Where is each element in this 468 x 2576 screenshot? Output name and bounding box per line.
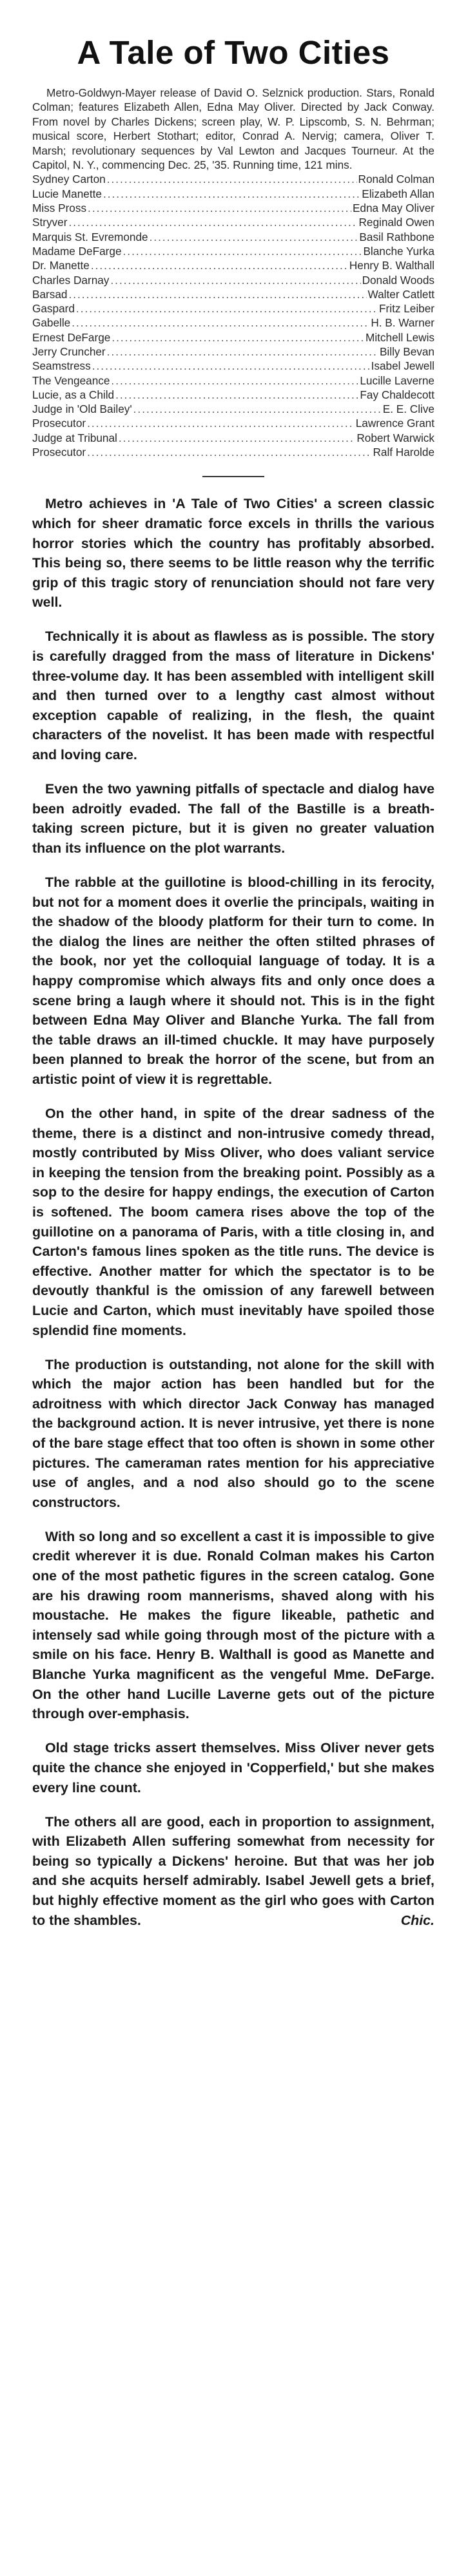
dot-leader bbox=[107, 172, 357, 186]
dot-leader bbox=[133, 402, 382, 416]
cast-role: Ernest DeFarge bbox=[32, 330, 111, 344]
review-paragraph bbox=[32, 1355, 434, 1513]
cast-row bbox=[32, 301, 434, 316]
cast-row bbox=[32, 330, 434, 345]
cast-actor: Donald Woods bbox=[362, 273, 434, 287]
paragraph-text: With so long and so excellent a cast it is impossible to give credit wherever it is due. Ronald Colman makes his Carton one of the most pathetic figures in the screen catalog. Gone are his drawing room mannerisms, shaved along with his moustache. He makes the figure likeable, pathetic and intensely sad while going through most of the picture with a smile on his face. Henry B. Walthall is good as Manette and Blanche Yurka magnificent as the vengeful Mme. DeFarge. On the other hand Lucille Laverne gets out of the picture through over-emphasis. bbox=[32, 1528, 434, 1722]
cast-actor: Blanche Yurka bbox=[363, 244, 434, 258]
paragraph-text: The production is outstanding, not alone for the skill with which the major action has been handled but for the adroitness with which director Jack Conway has managed the background action. It is never intrusive, yet there is none of the bare stage effect that too often is shown in some other pictures. The cameraman rates mention for his appreciative use of angles, and a nod also should go to the scene constructors. bbox=[32, 1356, 434, 1510]
cast-row bbox=[32, 388, 434, 402]
cast-role: Seamstress bbox=[32, 359, 91, 373]
dot-leader bbox=[76, 301, 378, 316]
dot-leader bbox=[88, 201, 351, 215]
cast-actor: Reginald Owen bbox=[358, 216, 434, 229]
dot-leader bbox=[72, 316, 369, 330]
cast-actor: Basil Rathbone bbox=[359, 230, 434, 243]
review-body bbox=[32, 494, 434, 1930]
cast-actor: Henry B. Walthall bbox=[349, 259, 434, 272]
dot-leader bbox=[87, 445, 371, 459]
dot-leader bbox=[119, 431, 355, 445]
dot-leader bbox=[110, 273, 360, 287]
cast-row bbox=[32, 402, 434, 416]
cast-row bbox=[32, 273, 434, 287]
cast-actor: H. B. Warner bbox=[371, 316, 434, 330]
review-paragraph bbox=[32, 1738, 434, 1797]
cast-actor: Elizabeth Allan bbox=[362, 187, 434, 200]
cast-role: Stryver bbox=[32, 216, 68, 229]
cast-row bbox=[32, 316, 434, 330]
dot-leader bbox=[150, 230, 358, 244]
cast-actor: Lucille Laverne bbox=[360, 374, 434, 387]
paragraph-text: The others all are good, each in proportion to assignment, with Elizabeth Allen suffering somewhat from necessity for being so typically a Dickens' heroine. But that was her job and she acquits herself admirably. Isabel Jewell gets a brief, but highly effective moment as the girl who goes with Carton to the shambles. bbox=[32, 1814, 434, 1928]
cast-role: Judge in 'Old Bailey' bbox=[32, 402, 132, 416]
cast-actor: Billy Bevan bbox=[379, 345, 434, 358]
cast-role: Gabelle bbox=[32, 316, 71, 330]
cast-row bbox=[32, 215, 434, 229]
dot-leader bbox=[103, 187, 360, 201]
cast-row bbox=[32, 287, 434, 301]
cast-row bbox=[32, 201, 434, 215]
cast-row bbox=[32, 374, 434, 388]
section-divider bbox=[202, 476, 264, 477]
cast-row bbox=[32, 258, 434, 272]
cast-actor: E. E. Clive bbox=[382, 402, 434, 416]
cast-role: Marquis St. Evremonde bbox=[32, 230, 148, 243]
review-paragraph bbox=[32, 779, 434, 858]
cast-role: Lucie, as a Child bbox=[32, 388, 115, 401]
review-paragraph bbox=[32, 873, 434, 1090]
cast-role: Barsad bbox=[32, 287, 68, 301]
cast-actor: Mitchell Lewis bbox=[366, 330, 434, 344]
cast-role: Charles Darnay bbox=[32, 273, 110, 287]
cast-role: Judge at Tribunal bbox=[32, 431, 117, 444]
review-paragraph bbox=[32, 494, 434, 612]
cast-row bbox=[32, 445, 434, 459]
dot-leader bbox=[123, 244, 362, 258]
cast-actor: Isabel Jewell bbox=[371, 359, 434, 373]
cast-role: Sydney Carton bbox=[32, 173, 106, 186]
cast-role: Dr. Manette bbox=[32, 259, 90, 272]
cast-role: Gaspard bbox=[32, 302, 75, 316]
reviewer-signature: Chic. bbox=[400, 1912, 434, 1928]
cast-role: Lucie Manette bbox=[32, 187, 102, 200]
cast-row bbox=[32, 359, 434, 373]
dot-leader bbox=[92, 359, 370, 373]
dot-leader bbox=[107, 345, 378, 359]
cast-row bbox=[32, 345, 434, 359]
cast-row bbox=[32, 172, 434, 186]
cast-actor: Edna May Oliver bbox=[352, 202, 434, 215]
dot-leader bbox=[91, 258, 348, 272]
paragraph-text: Even the two yawning pitfalls of spectacle and dialog have been adroitly evaded. The fall of the Bastille is a breath-taking screen picture, but it is given no greater valuation than its influence on the plot warrants. bbox=[32, 781, 434, 856]
paragraph-text: Metro achieves in 'A Tale of Two Cities' a screen classic which for sheer dramatic force excels in thrills the various horror stories which the country has profitably absorbed. This being so, there seems to be little reason why the terrific grip of this tragic story of renunciation should not fare very well. bbox=[32, 496, 434, 611]
dot-leader bbox=[68, 215, 357, 229]
cast-role: Jerry Cruncher bbox=[32, 345, 106, 358]
cast-role: Prosecutor bbox=[32, 417, 86, 430]
cast-actor: Robert Warwick bbox=[356, 431, 434, 444]
production-credits: Metro-Goldwyn-Mayer release of David O. Selznick production. Stars, Ronald Colman; features Elizabeth Allen, Edna May Oliver. Directed by Jack Conway. From novel by Charles Dickens; screen play, W. P. Lipscomb, S. N. Behrman; musical score, Herbert Stothart; editor, Conrad A. Nervig; camera, Oliver T. Marsh; revolutionary sequences by Val Lewton and Jacques Tourneur. At the Capitol, N. Y., commencing Dec. 25, '35. Running time, 121 mins. bbox=[32, 86, 434, 172]
dot-leader bbox=[68, 287, 366, 301]
cast-actor: Walter Catlett bbox=[367, 287, 434, 301]
cast-actor: Fritz Leiber bbox=[379, 302, 434, 316]
review-paragraph bbox=[32, 1104, 434, 1340]
cast-role: Madame DeFarge bbox=[32, 244, 122, 258]
paragraph-text: The rabble at the guillotine is blood-chilling in its ferocity, but not for a moment does it overlie the principals, waiting in the shadow of the bloody platform for their turn to come. In the dialog the lines are neither the often stilted phrases of the book, nor yet the colloquial language of today. It is a happy compromise which always fits and only once does a scene bring a laugh where it should not. This is in the fight between Edna May Oliver and Blanche Yurka. The fall from the table draws an ill-timed chuckle. It may have purposely been planned to break the horror of the scene, but from an artistic point of view it is regrettable. bbox=[32, 874, 434, 1087]
article-title: A Tale of Two Cities bbox=[77, 34, 390, 71]
paragraph-text: On the other hand, in spite of the drear sadness of the theme, there is a distinct and non-intrusive comedy thread, mostly contributed by Miss Oliver, who does valiant service in keeping the tension from the breaking point. Possibly as a sop to the desire for happy endings, the execution of Carton is softened. The boom camera rises above the top of the guillotine on a panorama of Paris, with a title closing in, and Carton's famous lines spoken as the title runs. The device is effective. Another matter for which the spectator is to be devoutly thankful is the omission of any farewell between Lucie and Carton, which must inevitably have spoiled those splendid fine moments. bbox=[32, 1106, 434, 1338]
cast-row bbox=[32, 230, 434, 244]
cast-row bbox=[32, 187, 434, 201]
dot-leader bbox=[111, 374, 358, 388]
cast-row bbox=[32, 431, 434, 445]
cast-actor: Ronald Colman bbox=[358, 173, 434, 186]
cast-row bbox=[32, 244, 434, 258]
dot-leader bbox=[115, 388, 358, 402]
cast-role: The Vengeance bbox=[32, 374, 110, 387]
paragraph-text: Technically it is about as flawless as is possible. The story is carefully dragged from the mass of literature in Dickens' three-volume day. It has been assembled with intelligent skill and then turned over to a lengthy cast almost without exception capable of realizing, in the flesh, the quaint characters of the novelist. It has been made with respectful and loving care. bbox=[32, 629, 434, 762]
cast-row bbox=[32, 416, 434, 430]
cast-list bbox=[32, 172, 434, 459]
cast-role: Prosecutor bbox=[32, 446, 86, 459]
cast-actor: Lawrence Grant bbox=[355, 417, 434, 430]
review-paragraph bbox=[32, 1527, 434, 1724]
review-paragraph bbox=[32, 627, 434, 764]
cast-actor: Fay Chaldecott bbox=[360, 388, 434, 401]
cast-actor: Ralf Harolde bbox=[373, 446, 434, 459]
review-paragraph bbox=[32, 1812, 434, 1931]
dot-leader bbox=[112, 330, 364, 345]
cast-role: Miss Pross bbox=[32, 202, 87, 215]
paragraph-text: Old stage tricks assert themselves. Miss Oliver never gets quite the chance she enjoyed in 'Copperfield,' but she makes every line count. bbox=[32, 1740, 434, 1795]
dot-leader bbox=[87, 416, 355, 430]
